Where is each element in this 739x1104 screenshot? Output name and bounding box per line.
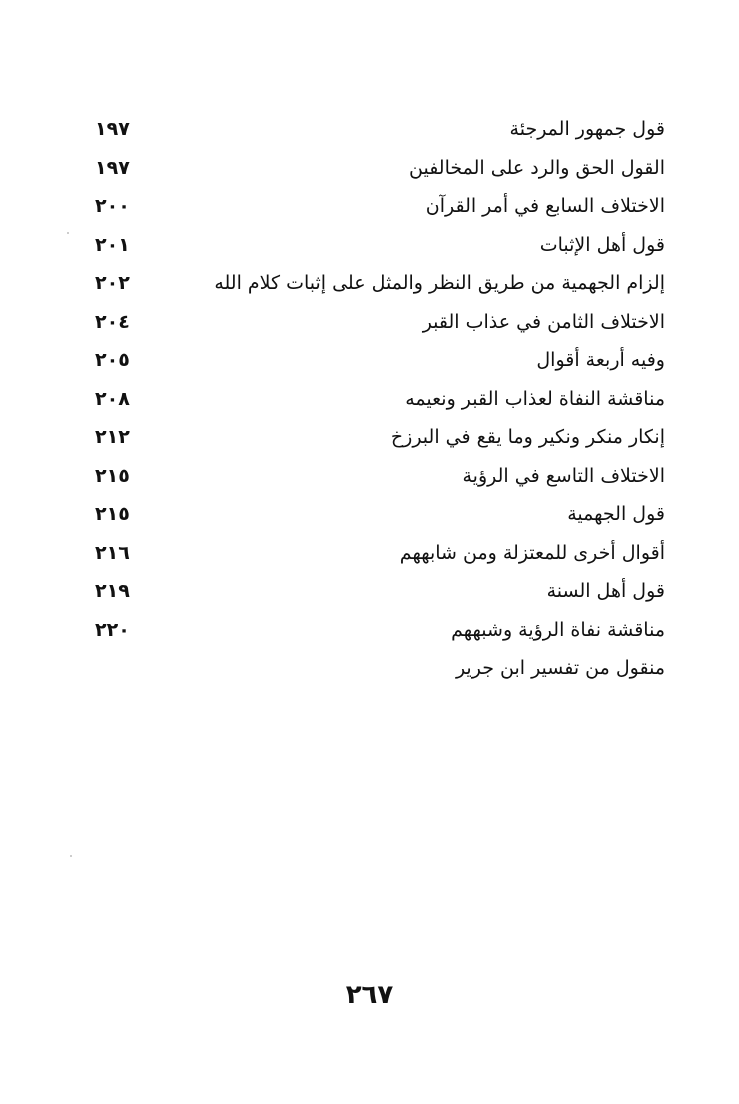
toc-entry-title: أقوال أخرى للمعتزلة ومن شابههم [399, 541, 665, 564]
toc-entry-page-number: ٢٠٥ [95, 349, 130, 371]
scan-speck [70, 855, 72, 857]
toc-entry-title: إلزام الجهمية من طريق النظر والمثل على إثبات كلام الله [214, 272, 665, 294]
toc-entry-page-number: ٢٠٠ [95, 195, 130, 217]
toc-entry-title: مناقشة النفاة لعذاب القبر ونعيمه [405, 387, 665, 410]
toc-entry [95, 188, 665, 227]
scan-speck [67, 232, 69, 234]
page-number: ٢٦٧ [345, 980, 394, 1010]
table-of-contents [95, 111, 665, 689]
toc-entry-page-number: ٢١٩ [95, 580, 130, 602]
toc-entry-title: قول أهل السنة [546, 580, 665, 602]
toc-entry-page-number: ٢٠٢ [95, 272, 130, 294]
toc-entry [95, 111, 665, 150]
toc-entry [95, 342, 665, 381]
toc-entry [95, 573, 665, 612]
toc-entry-title: قول جمهور المرجئة [509, 118, 665, 140]
toc-entry-title: الاختلاف الثامن في عذاب القبر [422, 310, 665, 333]
toc-entry [95, 227, 665, 266]
toc-entry [95, 304, 665, 343]
toc-entry-page-number: ١٩٧ [95, 118, 130, 140]
toc-entry-title: الاختلاف التاسع في الرؤية [462, 464, 665, 487]
toc-entry [95, 496, 665, 535]
toc-entry-page-number: ٢١٥ [95, 464, 130, 487]
toc-entry-title: منقول من تفسير ابن جرير [455, 657, 665, 679]
toc-entry [95, 535, 665, 574]
toc-entry [95, 150, 665, 189]
toc-entry [95, 458, 665, 497]
toc-entry-page-number: ٢١٥ [95, 503, 130, 525]
toc-entry-page-number: ٢٠٨ [95, 387, 130, 410]
toc-entry-page-number: ٢٢٠ [95, 618, 130, 641]
toc-entry-title: القول الحق والرد على المخالفين [409, 156, 665, 179]
toc-entry [95, 612, 665, 651]
toc-entry-title: قول أهل الإثبات [539, 233, 665, 256]
toc-entry-page-number: ٢١٦ [95, 541, 130, 564]
toc-entry-title: وفيه أربعة أقوال [536, 349, 665, 371]
toc-entry-page-number: ١٩٧ [95, 156, 130, 179]
toc-entry-page-number: ٢٠٤ [95, 310, 130, 333]
toc-entry [95, 419, 665, 458]
toc-entry [95, 265, 665, 304]
toc-entry-title: إنكار منكر ونكير وما يقع في البرزخ [390, 426, 665, 448]
toc-entry [95, 381, 665, 420]
toc-entry-title: الاختلاف السابع في أمر القرآن [425, 195, 665, 217]
toc-entry-title: قول الجهمية [567, 503, 665, 525]
toc-entry-page-number: ٢١٢ [95, 426, 130, 448]
toc-entry-title: مناقشة نفاة الرؤية وشبههم [451, 618, 665, 641]
toc-entry [95, 650, 665, 689]
toc-entry-page-number: ٢٠١ [95, 233, 130, 256]
